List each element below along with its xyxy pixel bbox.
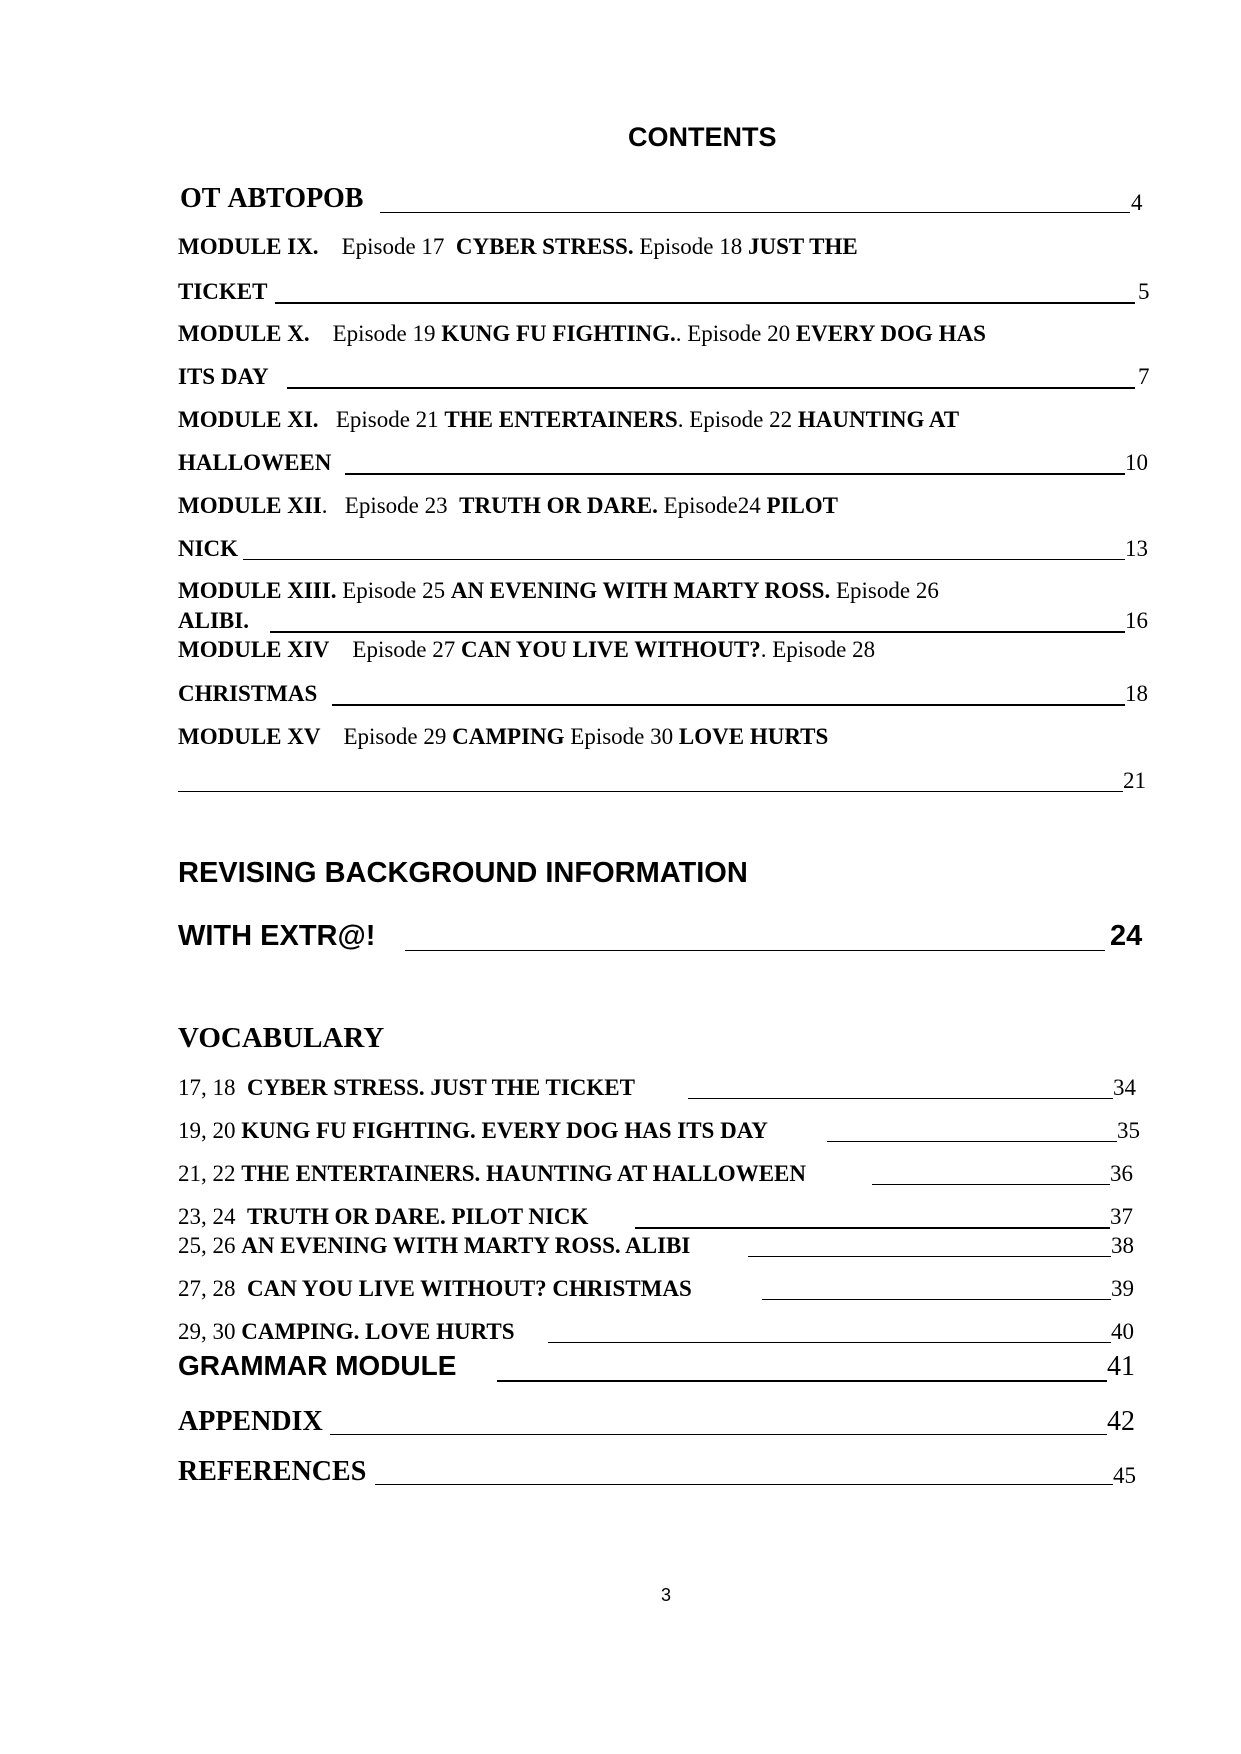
episode-label: Episode 20 — [687, 321, 791, 346]
vocabulary-heading: VOCABULARY — [178, 1022, 385, 1054]
toc-page-number: 5 — [1138, 279, 1150, 304]
toc-page-number: 24 — [1110, 920, 1143, 952]
vocab-nums: 19, 20 — [178, 1118, 236, 1143]
vocab-entry-text — [178, 1276, 692, 1302]
leader-line — [872, 1184, 1110, 1185]
toc-page-number: 41 — [1107, 1351, 1135, 1382]
leader-line — [380, 212, 1130, 213]
vocab-nums: 23, 24 — [178, 1204, 236, 1229]
toc-entry-line1 — [178, 493, 838, 519]
vocab-title: AN EVENING WITH MARTY ROSS. ALIBI — [241, 1233, 691, 1258]
vocab-entry-text — [178, 1075, 635, 1101]
toc-page-number: 45 — [1113, 1463, 1136, 1488]
toc-entry-continuation: ITS DAY — [178, 364, 269, 389]
episode-label: Episode24 — [663, 493, 761, 518]
episode-title: AN EVENING WITH MARTY ROSS. — [450, 578, 831, 603]
leader-line — [548, 1342, 1111, 1343]
module-id: MODULE XV — [178, 724, 321, 749]
toc-page-number: 39 — [1111, 1276, 1134, 1301]
toc-page-number: 38 — [1111, 1233, 1134, 1258]
vocab-title: CYBER STRESS. JUST THE TICKET — [247, 1075, 635, 1100]
leader-line — [827, 1141, 1117, 1142]
episode-title: THE ENTERTAINERS — [444, 407, 678, 432]
toc-entry-continuation: HALLOWEEN — [178, 450, 332, 475]
episode-title: LOVE HURTS — [678, 724, 829, 749]
toc-entry-continuation: TICKET — [178, 279, 268, 304]
toc-page-number: 35 — [1117, 1118, 1140, 1143]
leader-line — [178, 791, 1123, 792]
revising-heading-line2: WITH EXTR@! — [178, 920, 376, 952]
leader-line — [243, 559, 1125, 560]
leader-line — [287, 387, 1135, 389]
episode-label: Episode 27 — [352, 637, 456, 662]
leader-line — [345, 473, 1125, 475]
leader-line — [332, 704, 1125, 706]
episode-title: CYBER STRESS. — [455, 234, 634, 259]
vocab-nums: 27, 28 — [178, 1276, 236, 1301]
page-number: 3 — [661, 1585, 672, 1605]
separator: . — [321, 493, 328, 518]
toc-page-number: 36 — [1110, 1161, 1133, 1186]
vocab-nums: 17, 18 — [178, 1075, 236, 1100]
toc-entry-line1 — [178, 578, 939, 604]
leader-line — [405, 950, 1105, 951]
toc-page-number: 4 — [1131, 190, 1143, 215]
leader-line — [270, 631, 1125, 633]
toc-entry-continuation: ALIBI. — [178, 608, 249, 633]
episode-label: Episode 18 — [639, 234, 743, 259]
vocab-title: CAMPING. LOVE HURTS — [241, 1319, 515, 1344]
episode-title: HAUNTING AT — [797, 407, 960, 432]
toc-entry-line1 — [178, 234, 858, 260]
episode-title: PILOT — [766, 493, 839, 518]
episode-label: Episode 23 — [344, 493, 448, 518]
toc-entry-label: APPENDIX — [178, 1406, 323, 1437]
page-title: CONTENTS — [628, 122, 777, 152]
module-id: MODULE XIV — [178, 637, 330, 662]
vocab-entry-text — [178, 1319, 515, 1345]
revising-heading-line1: REVISING BACKGROUND INFORMATION — [178, 857, 748, 889]
toc-page-number: 37 — [1110, 1204, 1133, 1229]
leader-line — [330, 1434, 1107, 1435]
vocab-nums: 29, 30 — [178, 1319, 236, 1344]
module-id: MODULE XII — [178, 493, 322, 518]
toc-entry-line1 — [178, 407, 959, 433]
toc-page-number: 13 — [1125, 536, 1148, 561]
episode-label: Episode 30 — [570, 724, 674, 749]
toc-page-number: 16 — [1125, 608, 1148, 633]
leader-line — [635, 1227, 1110, 1229]
vocab-title: THE ENTERTAINERS. HAUNTING AT HALLOWEEN — [241, 1161, 806, 1186]
vocab-entry-text — [178, 1161, 806, 1187]
toc-entry-line1 — [178, 724, 828, 750]
toc-entry-continuation: NICK — [178, 536, 239, 561]
episode-label: Episode 25 — [342, 578, 446, 603]
vocab-nums: 25, 26 — [178, 1233, 236, 1258]
separator: . — [760, 637, 767, 662]
toc-entry-line1 — [178, 321, 986, 347]
vocab-entry-text — [178, 1118, 768, 1144]
leader-line — [497, 1380, 1107, 1382]
separator: . — [677, 407, 684, 432]
module-id: MODULE X. — [178, 321, 310, 346]
vocab-title: KUNG FU FIGHTING. EVERY DOG HAS ITS DAY — [241, 1118, 768, 1143]
episode-label: Episode 26 — [835, 578, 939, 603]
toc-page-number: 7 — [1138, 364, 1150, 389]
separator: . — [675, 321, 682, 346]
toc-entry-label: REFERENCES — [178, 1456, 367, 1487]
episode-title: CAMPING — [452, 724, 565, 749]
episode-title: EVERY DOG HAS — [795, 321, 986, 346]
vocab-title: CAN YOU LIVE WITHOUT? CHRISTMAS — [247, 1276, 692, 1301]
leader-line — [748, 1256, 1111, 1257]
vocab-entry-text — [178, 1204, 588, 1230]
module-id: MODULE IX. — [178, 234, 319, 259]
toc-entry-label: ОТ АВТОРОВ — [180, 183, 364, 214]
toc-page-number: 40 — [1111, 1319, 1134, 1344]
module-id: MODULE XIII. — [178, 578, 337, 603]
toc-page-number: 34 — [1113, 1075, 1136, 1100]
vocab-entry-text — [178, 1233, 690, 1259]
vocab-nums: 21, 22 — [178, 1161, 236, 1186]
leader-line — [275, 302, 1135, 304]
toc-page-number: 18 — [1125, 681, 1148, 706]
toc-entry-continuation: CHRISTMAS — [178, 681, 318, 706]
episode-label: Episode 19 — [332, 321, 436, 346]
episode-label: Episode 21 — [335, 407, 439, 432]
toc-entry-line1 — [178, 637, 875, 663]
toc-page-number: 21 — [1123, 768, 1146, 793]
vocab-title: TRUTH OR DARE. PILOT NICK — [247, 1204, 589, 1229]
episode-label: Episode 17 — [341, 234, 445, 259]
episode-title: KUNG FU FIGHTING. — [441, 321, 676, 346]
episode-label: Episode 29 — [343, 724, 447, 749]
toc-page-number: 10 — [1125, 450, 1148, 475]
leader-line — [375, 1484, 1113, 1485]
module-id: MODULE XI. — [178, 407, 319, 432]
episode-title: JUST THE — [747, 234, 858, 259]
episode-title: CAN YOU LIVE WITHOUT? — [461, 637, 761, 662]
leader-line — [688, 1098, 1113, 1099]
episode-title: TRUTH OR DARE. — [459, 493, 658, 518]
episode-label: Episode 22 — [689, 407, 793, 432]
toc-page-number: 42 — [1107, 1406, 1135, 1437]
episode-label: Episode 28 — [772, 637, 876, 662]
toc-entry-label: GRAMMAR MODULE — [178, 1350, 457, 1381]
leader-line — [762, 1299, 1111, 1300]
